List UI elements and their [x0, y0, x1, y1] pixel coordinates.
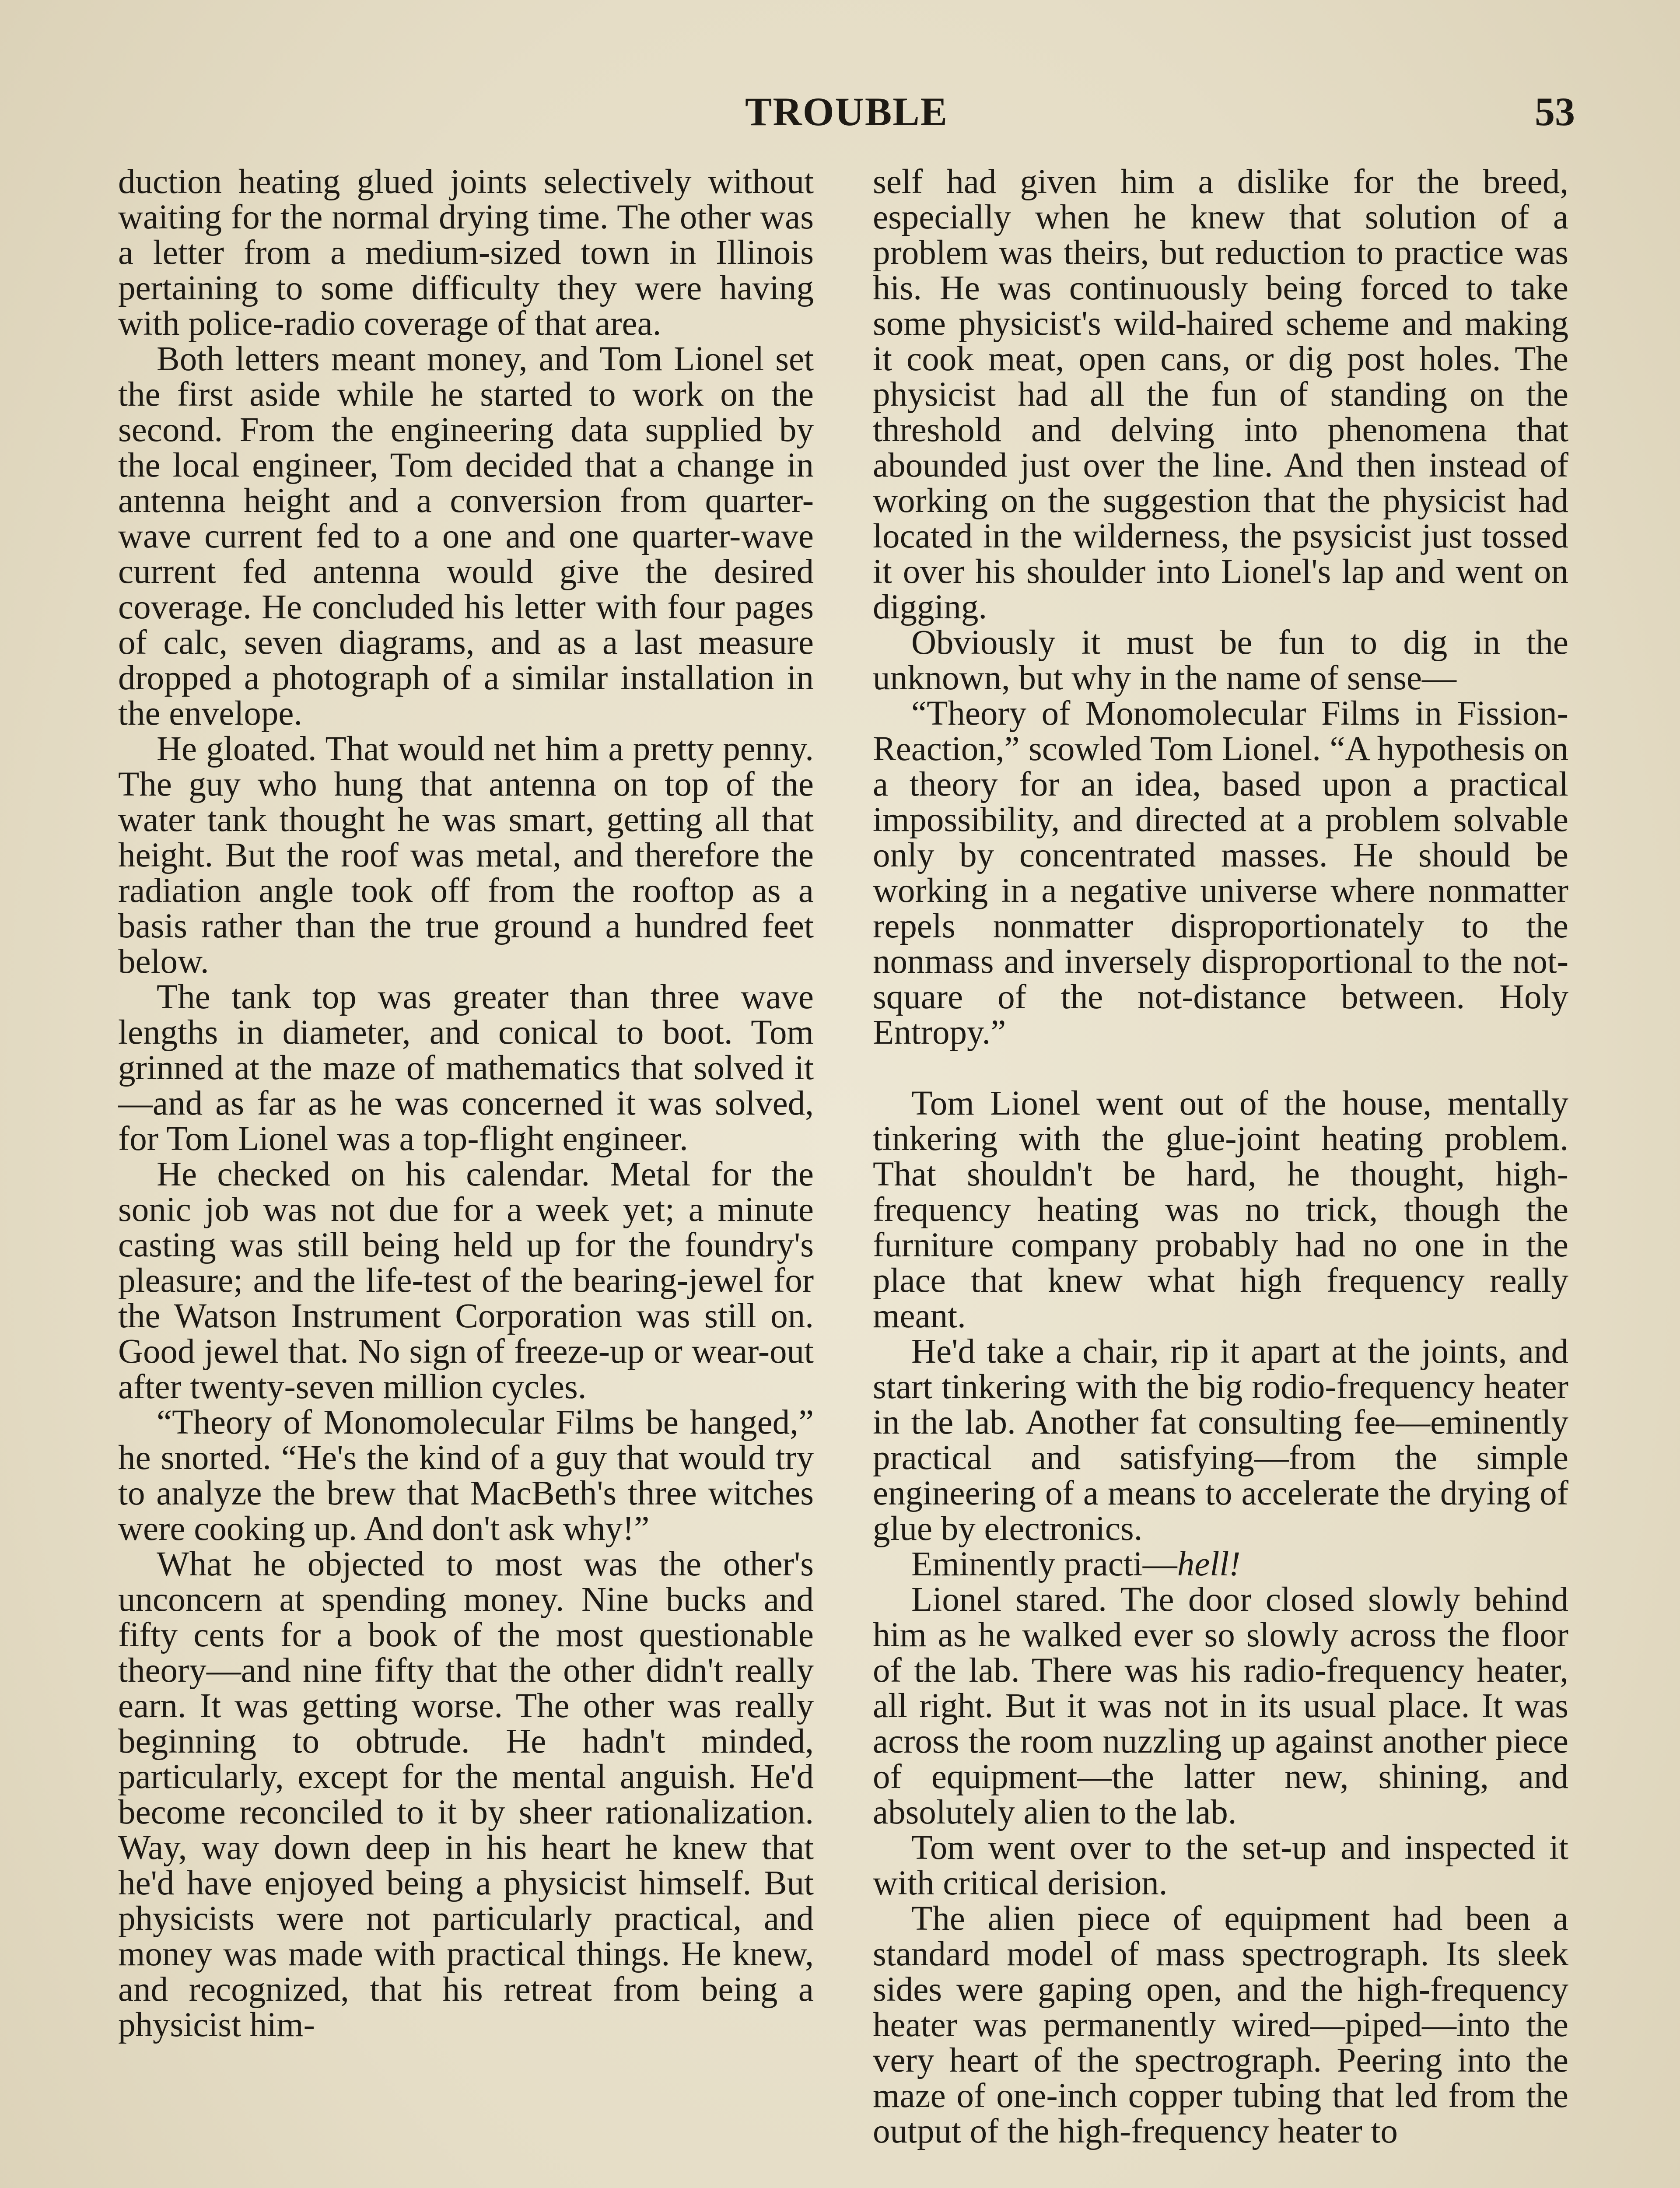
paragraph: Tom Lionel went out of the house, mentally tinkering with the glue-joint heating problem. That shouldn't be hard, he thought, high-frequency heating was no trick, though the furniture company probably had no one in the place that knew what high frequency really meant.	[873, 1084, 1568, 1335]
paragraph: Obviously it must be fun to dig in the unknown, but why in the name of sense—	[873, 624, 1568, 697]
paragraph: duction heating glued joints selectively without waiting for the normal drying time. The other was a letter from a medium-sized town in Illinois pertaining to some difficulty they were having with police-radio coverage of that area.	[118, 164, 814, 343]
paragraph: self had given him a dislike for the breed, especially when he knew that solution of a problem was theirs, but reduction to practice was his. He was continuously being forced to take some physicist's wild-haired scheme and making it cook meat, open cans, or dig post holes. The physicist had all the fun of standing on the threshold and delving into phenomena that abounded just over the line. And then instead of working on the suggestion that the physicist had located in the wilderness, the psysicist just tossed it over his shoulder into Lionel's lap and went on digging.	[873, 164, 1568, 626]
paragraph: Lionel stared. The door closed slowly behind him as he walked ever so slowly across the floor of the lab. There was his radio-frequency heater, all right. But it was not in its usual place. It was across the room nuzzling up against another piece of equipment—the latter new, shining, and absolutely alien to the lab.	[873, 1581, 1568, 1831]
running-title: TROUBLE	[745, 89, 948, 134]
paragraph: The alien piece of equipment had been a standard model of mass spectrograph. Its sleek sides were gaping open, and the high-frequency heater was permanently wired—piped—into the very heart of the spectrograph. Peering into the maze of one-inch copper tubing that led from the output of the high-frequency heater to	[873, 1900, 1568, 2150]
paragraph: He gloated. That would net him a pretty penny. The guy who hung that antenna on top of the water tank thought he was smart, getting all that height. But the roof was metal, and therefore the radiation angle took off from the rooftop as a basis rather than the true ground a hundred feet below.	[118, 730, 814, 981]
paragraph	[873, 1546, 1568, 1582]
paragraph-text: Eminently practi—	[911, 1545, 1177, 1583]
right-text-column	[873, 164, 1568, 2188]
running-head	[118, 88, 1575, 136]
paragraph: What he objected to most was the other's unconcern at spending money. Nine bucks and fifty cents for a book of the most questionable theory—and nine fifty that the other didn't really earn. It was getting worse. The other was really beginning to obtrude. He hadn't minded, particularly, except for the mental anguish. He'd become reconciled to it by sheer rationalization. Way, way down deep in his heart he knew that he'd have enjoyed being a physicist himself. But physicists were not particularly practical, and money was made with practical things. He knew, and recognized, that his retreat from being a physicist him-	[118, 1545, 814, 2044]
paragraph: He checked on his calendar. Metal for the sonic job was not due for a week yet; a minute casting was still being held up for the foundry's pleasure; and the life-test of the bearing-jewel for the Watson Instrument Corporation was still on. Good jewel that. No sign of freeze-up or wear-out after twenty-seven million cycles.	[118, 1155, 814, 1406]
page-number: 53	[1535, 89, 1575, 134]
paragraph: “Theory of Monomolecular Films be hanged,” he snorted. “He's the kind of a guy that would try to analyze the brew that MacBeth's three witches were cooking up. And don't ask why!”	[118, 1403, 814, 1548]
paragraph: Tom went over to the set-up and inspected it with critical derision.	[873, 1829, 1568, 1902]
paragraph: Both letters meant money, and Tom Lionel set the first aside while he started to work on the second. From the engineering data supplied by the local engineer, Tom decided that a change in antenna height and a conversion from quarter-wave current fed to a one and one quarter-wave current fed antenna would give the desired coverage. He concluded his letter with four pages of calc, seven diagrams, and as a last measure dropped a photograph of a similar installation in the envelope.	[118, 340, 814, 733]
paragraph: “Theory of Monomolecular Films in Fission-Reaction,” scowled Tom Lionel. “A hypothesis on a theory for an idea, based upon a practical impossibility, and directed at a problem solvable only by concentrated masses. He should be working in a negative universe where nonmatter repels nonmatter disproportionately to the nonmass and inversely disproportional to the not-square of the not-distance between. Holy Entropy.”	[873, 694, 1568, 1052]
paragraph: The tank top was greater than three wave lengths in diameter, and conical to boot. Tom grinned at the maze of mathematics that solved it—and as far as he was concerned it was solved, for Tom Lionel was a top-flight engineer.	[118, 978, 814, 1158]
paragraph: He'd take a chair, rip it apart at the joints, and start tinkering with the big rodio-frequency heater in the lab. Another fat consulting fee—eminently practical and satisfying—from the simple engineering of a means to accelerate the drying of glue by electronics.	[873, 1332, 1568, 1548]
emphasis-text: hell!	[1177, 1545, 1241, 1583]
left-text-column	[118, 164, 814, 2188]
